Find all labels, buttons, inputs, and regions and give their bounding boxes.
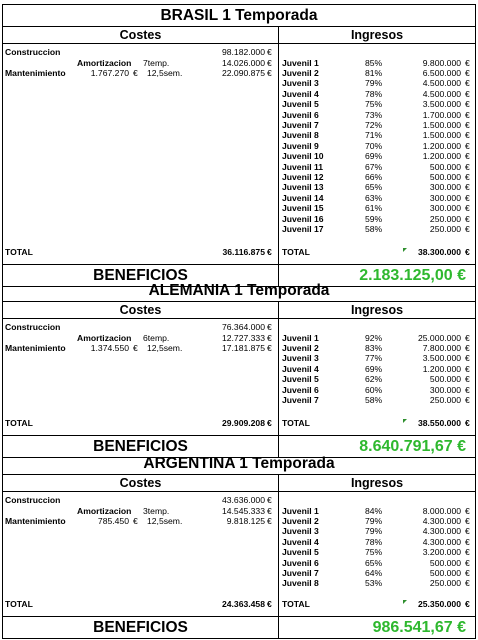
currency-symbol: € — [267, 505, 272, 516]
costes-header: Costes — [3, 302, 279, 318]
juvenil-income: 300.000 — [429, 384, 461, 395]
mantenimiento-label: Mantenimiento — [5, 343, 66, 353]
juvenil-percentage: 83% — [365, 342, 383, 353]
juvenil-percentage: 73% — [365, 109, 383, 120]
juvenil-name: Juvenil 3 — [282, 526, 319, 537]
juvenil-income: 4.500.000 — [422, 78, 461, 89]
amortizacion-value: 12.727.333 — [221, 332, 265, 343]
juvenil-percentage: 66% — [365, 171, 383, 182]
juvenil-income: 1.500.000 — [422, 119, 461, 130]
juvenil-percentage: 67% — [365, 161, 383, 172]
juvenil-percentage: 75% — [365, 99, 383, 110]
juvenil-income: 4.300.000 — [422, 536, 461, 547]
currency-symbol: € — [465, 599, 470, 609]
ingresos-header: Ingresos — [350, 28, 404, 42]
currency-symbol: € — [465, 374, 470, 385]
amortizacion-seasons: 6temp. — [143, 332, 170, 343]
juvenil-name: Juvenil 6 — [282, 384, 319, 395]
currency-symbol: € — [465, 505, 470, 516]
construccion-value: 43.636.000 — [221, 495, 265, 505]
total-label: TOTAL — [282, 418, 310, 428]
currency-symbol: € — [465, 161, 470, 172]
total-label: TOTAL — [5, 418, 33, 428]
juvenil-income: 3.200.000 — [422, 547, 461, 558]
costs-panel — [3, 319, 279, 435]
juvenil-name: Juvenil 16 — [282, 213, 324, 224]
currency-symbol: € — [465, 119, 470, 130]
amortizacion-label: Amortizacion — [77, 332, 132, 343]
juvenil-name: Juvenil 4 — [282, 536, 319, 547]
total-label: TOTAL — [5, 247, 33, 257]
costes-header: Costes — [3, 475, 279, 491]
juvenil-income: 1.700.000 — [422, 109, 461, 120]
amortizacion-label: Amortizacion — [77, 57, 132, 68]
juvenil-name: Juvenil 2 — [282, 342, 319, 353]
mantenimiento-value: 17.181.875 — [221, 343, 265, 353]
juvenil-percentage: 69% — [365, 151, 383, 162]
currency-symbol: € — [267, 57, 272, 68]
beneficios-row — [3, 617, 475, 638]
amortizacion-seasons: 3temp. — [143, 505, 170, 516]
juvenil-income: 4.500.000 — [422, 88, 461, 99]
currency-symbol: € — [267, 47, 272, 57]
currency-symbol: € — [465, 109, 470, 120]
ingresos-header: Ingresos — [350, 303, 404, 317]
juvenil-income: 3.500.000 — [422, 353, 461, 364]
currency-symbol: € — [267, 418, 272, 428]
juvenil-percentage: 58% — [365, 223, 383, 234]
currency-symbol: € — [267, 599, 272, 609]
mantenimiento-weeks: 12,5sem. — [147, 516, 183, 526]
juvenil-name: Juvenil 7 — [282, 394, 319, 405]
currency-symbol: € — [465, 223, 470, 234]
juvenil-income: 7.800.000 — [422, 342, 461, 353]
currency-symbol: € — [267, 332, 272, 343]
costs-total: 29.909.208 — [221, 418, 265, 428]
juvenil-percentage: 79% — [365, 515, 383, 526]
juvenil-income: 9.800.000 — [422, 57, 461, 68]
juvenil-percentage: 75% — [365, 547, 383, 558]
currency-symbol: € — [465, 384, 470, 395]
income-panel — [279, 492, 475, 616]
juvenil-income: 300.000 — [429, 192, 461, 203]
mantenimiento-unit: 1.374.550 — [90, 343, 129, 353]
juvenil-percentage: 63% — [365, 192, 383, 203]
costs-panel — [3, 44, 279, 264]
beneficios-value: 986.541,67 € — [372, 619, 466, 636]
juvenil-name: Juvenil 7 — [282, 119, 319, 130]
column-headers — [3, 27, 475, 44]
income-total: 38.300.000 — [417, 247, 461, 257]
currency-symbol: € — [465, 247, 470, 257]
country-section — [2, 453, 476, 639]
costes-header: Costes — [3, 27, 279, 43]
juvenil-name: Juvenil 6 — [282, 557, 319, 568]
juvenil-percentage: 58% — [365, 394, 383, 405]
total-label: TOTAL — [282, 247, 310, 257]
juvenil-income: 300.000 — [429, 203, 461, 214]
currency-symbol: € — [465, 99, 470, 110]
section-title: BRASIL 1 Temporada — [3, 5, 475, 27]
juvenil-name: Juvenil 6 — [282, 109, 319, 120]
juvenil-name: Juvenil 2 — [282, 67, 319, 78]
currency-symbol: € — [267, 322, 272, 332]
juvenil-income: 500.000 — [429, 557, 461, 568]
currency-symbol: € — [465, 130, 470, 141]
juvenil-name: Juvenil 7 — [282, 567, 319, 578]
juvenil-percentage: 92% — [365, 332, 383, 343]
juvenil-percentage: 61% — [365, 203, 383, 214]
currency-symbol: € — [465, 192, 470, 203]
income-total: 25.350.000 — [417, 599, 461, 609]
currency-symbol: € — [465, 578, 470, 589]
currency-symbol: € — [133, 343, 138, 353]
currency-symbol: € — [267, 343, 272, 353]
mantenimiento-label: Mantenimiento — [5, 68, 66, 78]
mantenimiento-unit: 1.767.270 — [90, 68, 129, 78]
currency-symbol: € — [465, 78, 470, 89]
juvenil-name: Juvenil 2 — [282, 515, 319, 526]
currency-symbol: € — [133, 68, 138, 78]
juvenil-name: Juvenil 10 — [282, 151, 324, 162]
juvenil-income: 250.000 — [429, 578, 461, 589]
currency-symbol: € — [465, 547, 470, 558]
juvenil-name: Juvenil 14 — [282, 192, 324, 203]
column-headers — [3, 302, 475, 319]
income-total: 38.550.000 — [417, 418, 461, 428]
juvenil-percentage: 64% — [365, 567, 383, 578]
construccion-label: Construccion — [5, 47, 61, 57]
currency-symbol: € — [465, 140, 470, 151]
construccion-label: Construccion — [5, 495, 61, 505]
currency-symbol: € — [465, 213, 470, 224]
juvenil-name: Juvenil 12 — [282, 171, 324, 182]
juvenil-income: 300.000 — [429, 182, 461, 193]
costs-panel — [3, 492, 279, 616]
currency-symbol: € — [465, 182, 470, 193]
total-label: TOTAL — [282, 599, 310, 609]
juvenil-name: Juvenil 8 — [282, 578, 319, 589]
currency-symbol: € — [465, 67, 470, 78]
currency-symbol: € — [465, 57, 470, 68]
currency-symbol: € — [465, 557, 470, 568]
section-body — [3, 319, 475, 436]
currency-symbol: € — [465, 536, 470, 547]
section-body — [3, 44, 475, 265]
juvenil-percentage: 60% — [365, 384, 383, 395]
beneficios-label: BENEFICIOS — [3, 265, 279, 286]
country-section — [2, 4, 476, 287]
juvenil-percentage: 79% — [365, 526, 383, 537]
juvenil-percentage: 65% — [365, 557, 383, 568]
juvenil-name: Juvenil 5 — [282, 547, 319, 558]
juvenil-income: 25.000.000 — [417, 332, 461, 343]
currency-symbol: € — [465, 342, 470, 353]
amortizacion-seasons: 7temp. — [143, 57, 170, 68]
currency-symbol: € — [465, 394, 470, 405]
mantenimiento-weeks: 12,5sem. — [147, 68, 183, 78]
juvenil-percentage: 53% — [365, 578, 383, 589]
currency-symbol: € — [267, 68, 272, 78]
amortizacion-value: 14.545.333 — [221, 505, 265, 516]
currency-symbol: € — [133, 516, 138, 526]
juvenil-name: Juvenil 8 — [282, 130, 319, 141]
juvenil-income: 500.000 — [429, 161, 461, 172]
section-title: ARGENTINA 1 Temporada — [3, 453, 475, 475]
juvenil-percentage: 85% — [365, 57, 383, 68]
juvenil-income: 1.200.000 — [422, 151, 461, 162]
juvenil-percentage: 71% — [365, 130, 383, 141]
juvenil-name: Juvenil 1 — [282, 332, 319, 343]
juvenil-name: Juvenil 3 — [282, 78, 319, 89]
juvenil-percentage: 79% — [365, 78, 383, 89]
mantenimiento-value: 22.090.875 — [221, 68, 265, 78]
juvenil-income: 4.300.000 — [422, 515, 461, 526]
juvenil-income: 500.000 — [429, 374, 461, 385]
juvenil-name: Juvenil 4 — [282, 88, 319, 99]
juvenil-income: 1.200.000 — [422, 140, 461, 151]
income-panel — [279, 319, 475, 435]
mantenimiento-weeks: 12,5sem. — [147, 343, 183, 353]
juvenil-percentage: 78% — [365, 88, 383, 99]
juvenil-income: 250.000 — [429, 213, 461, 224]
juvenil-name: Juvenil 15 — [282, 203, 324, 214]
country-section — [2, 280, 476, 458]
juvenil-percentage: 70% — [365, 140, 383, 151]
juvenil-income: 250.000 — [429, 394, 461, 405]
costs-total: 36.116.875 — [222, 247, 265, 257]
total-label: TOTAL — [5, 599, 33, 609]
juvenil-percentage: 84% — [365, 505, 383, 516]
juvenil-income: 8.000.000 — [422, 505, 461, 516]
juvenil-name: Juvenil 5 — [282, 99, 319, 110]
currency-symbol: € — [465, 151, 470, 162]
juvenil-income: 1.500.000 — [422, 130, 461, 141]
juvenil-income: 500.000 — [429, 567, 461, 578]
currency-symbol: € — [465, 418, 470, 428]
beneficios-value: 8.640.791,67 € — [359, 438, 466, 455]
juvenil-percentage: 77% — [365, 353, 383, 364]
construccion-value: 76.364.000 — [221, 322, 265, 332]
currency-symbol: € — [465, 353, 470, 364]
construccion-label: Construccion — [5, 322, 61, 332]
costs-total: 24.363.458 — [221, 599, 265, 609]
juvenil-name: Juvenil 1 — [282, 505, 319, 516]
juvenil-percentage: 59% — [365, 213, 383, 224]
juvenil-income: 500.000 — [429, 171, 461, 182]
currency-symbol: € — [465, 332, 470, 343]
mantenimiento-value: 9.818.125 — [226, 516, 265, 526]
currency-symbol: € — [267, 516, 272, 526]
ingresos-header: Ingresos — [350, 476, 404, 490]
juvenil-income: 1.200.000 — [422, 363, 461, 374]
section-title: ALEMANIA 1 Temporada — [3, 280, 475, 302]
juvenil-name: Juvenil 4 — [282, 363, 319, 374]
currency-symbol: € — [465, 203, 470, 214]
juvenil-income: 4.300.000 — [422, 526, 461, 537]
currency-symbol: € — [465, 88, 470, 99]
mantenimiento-label: Mantenimiento — [5, 516, 66, 526]
currency-symbol: € — [465, 567, 470, 578]
amortizacion-label: Amortizacion — [77, 505, 132, 516]
juvenil-name: Juvenil 17 — [282, 223, 324, 234]
juvenil-percentage: 81% — [365, 67, 383, 78]
juvenil-percentage: 78% — [365, 536, 383, 547]
currency-symbol: € — [465, 526, 470, 537]
juvenil-name: Juvenil 5 — [282, 374, 319, 385]
amortizacion-value: 14.026.000 — [221, 57, 265, 68]
currency-symbol: € — [267, 495, 272, 505]
construccion-value: 98.182.000 — [221, 47, 265, 57]
column-headers — [3, 475, 475, 492]
income-panel — [279, 44, 475, 264]
beneficios-value: 2.183.125,00 € — [359, 267, 466, 284]
juvenil-percentage: 69% — [365, 363, 383, 374]
juvenil-income: 250.000 — [429, 223, 461, 234]
mantenimiento-unit: 785.450 — [97, 516, 129, 526]
juvenil-name: Juvenil 3 — [282, 353, 319, 364]
juvenil-name: Juvenil 9 — [282, 140, 319, 151]
juvenil-name: Juvenil 1 — [282, 57, 319, 68]
currency-symbol: € — [465, 515, 470, 526]
juvenil-percentage: 65% — [365, 182, 383, 193]
juvenil-name: Juvenil 11 — [282, 161, 324, 172]
juvenil-percentage: 72% — [365, 119, 383, 130]
juvenil-name: Juvenil 13 — [282, 182, 324, 193]
beneficios-label: BENEFICIOS — [3, 617, 279, 638]
beneficios-label: BENEFICIOS — [3, 436, 279, 457]
juvenil-percentage: 62% — [365, 374, 383, 385]
section-body — [3, 492, 475, 617]
currency-symbol: € — [465, 363, 470, 374]
currency-symbol: € — [465, 171, 470, 182]
currency-symbol: € — [267, 247, 272, 257]
juvenil-income: 3.500.000 — [422, 99, 461, 110]
juvenil-income: 6.500.000 — [422, 67, 461, 78]
